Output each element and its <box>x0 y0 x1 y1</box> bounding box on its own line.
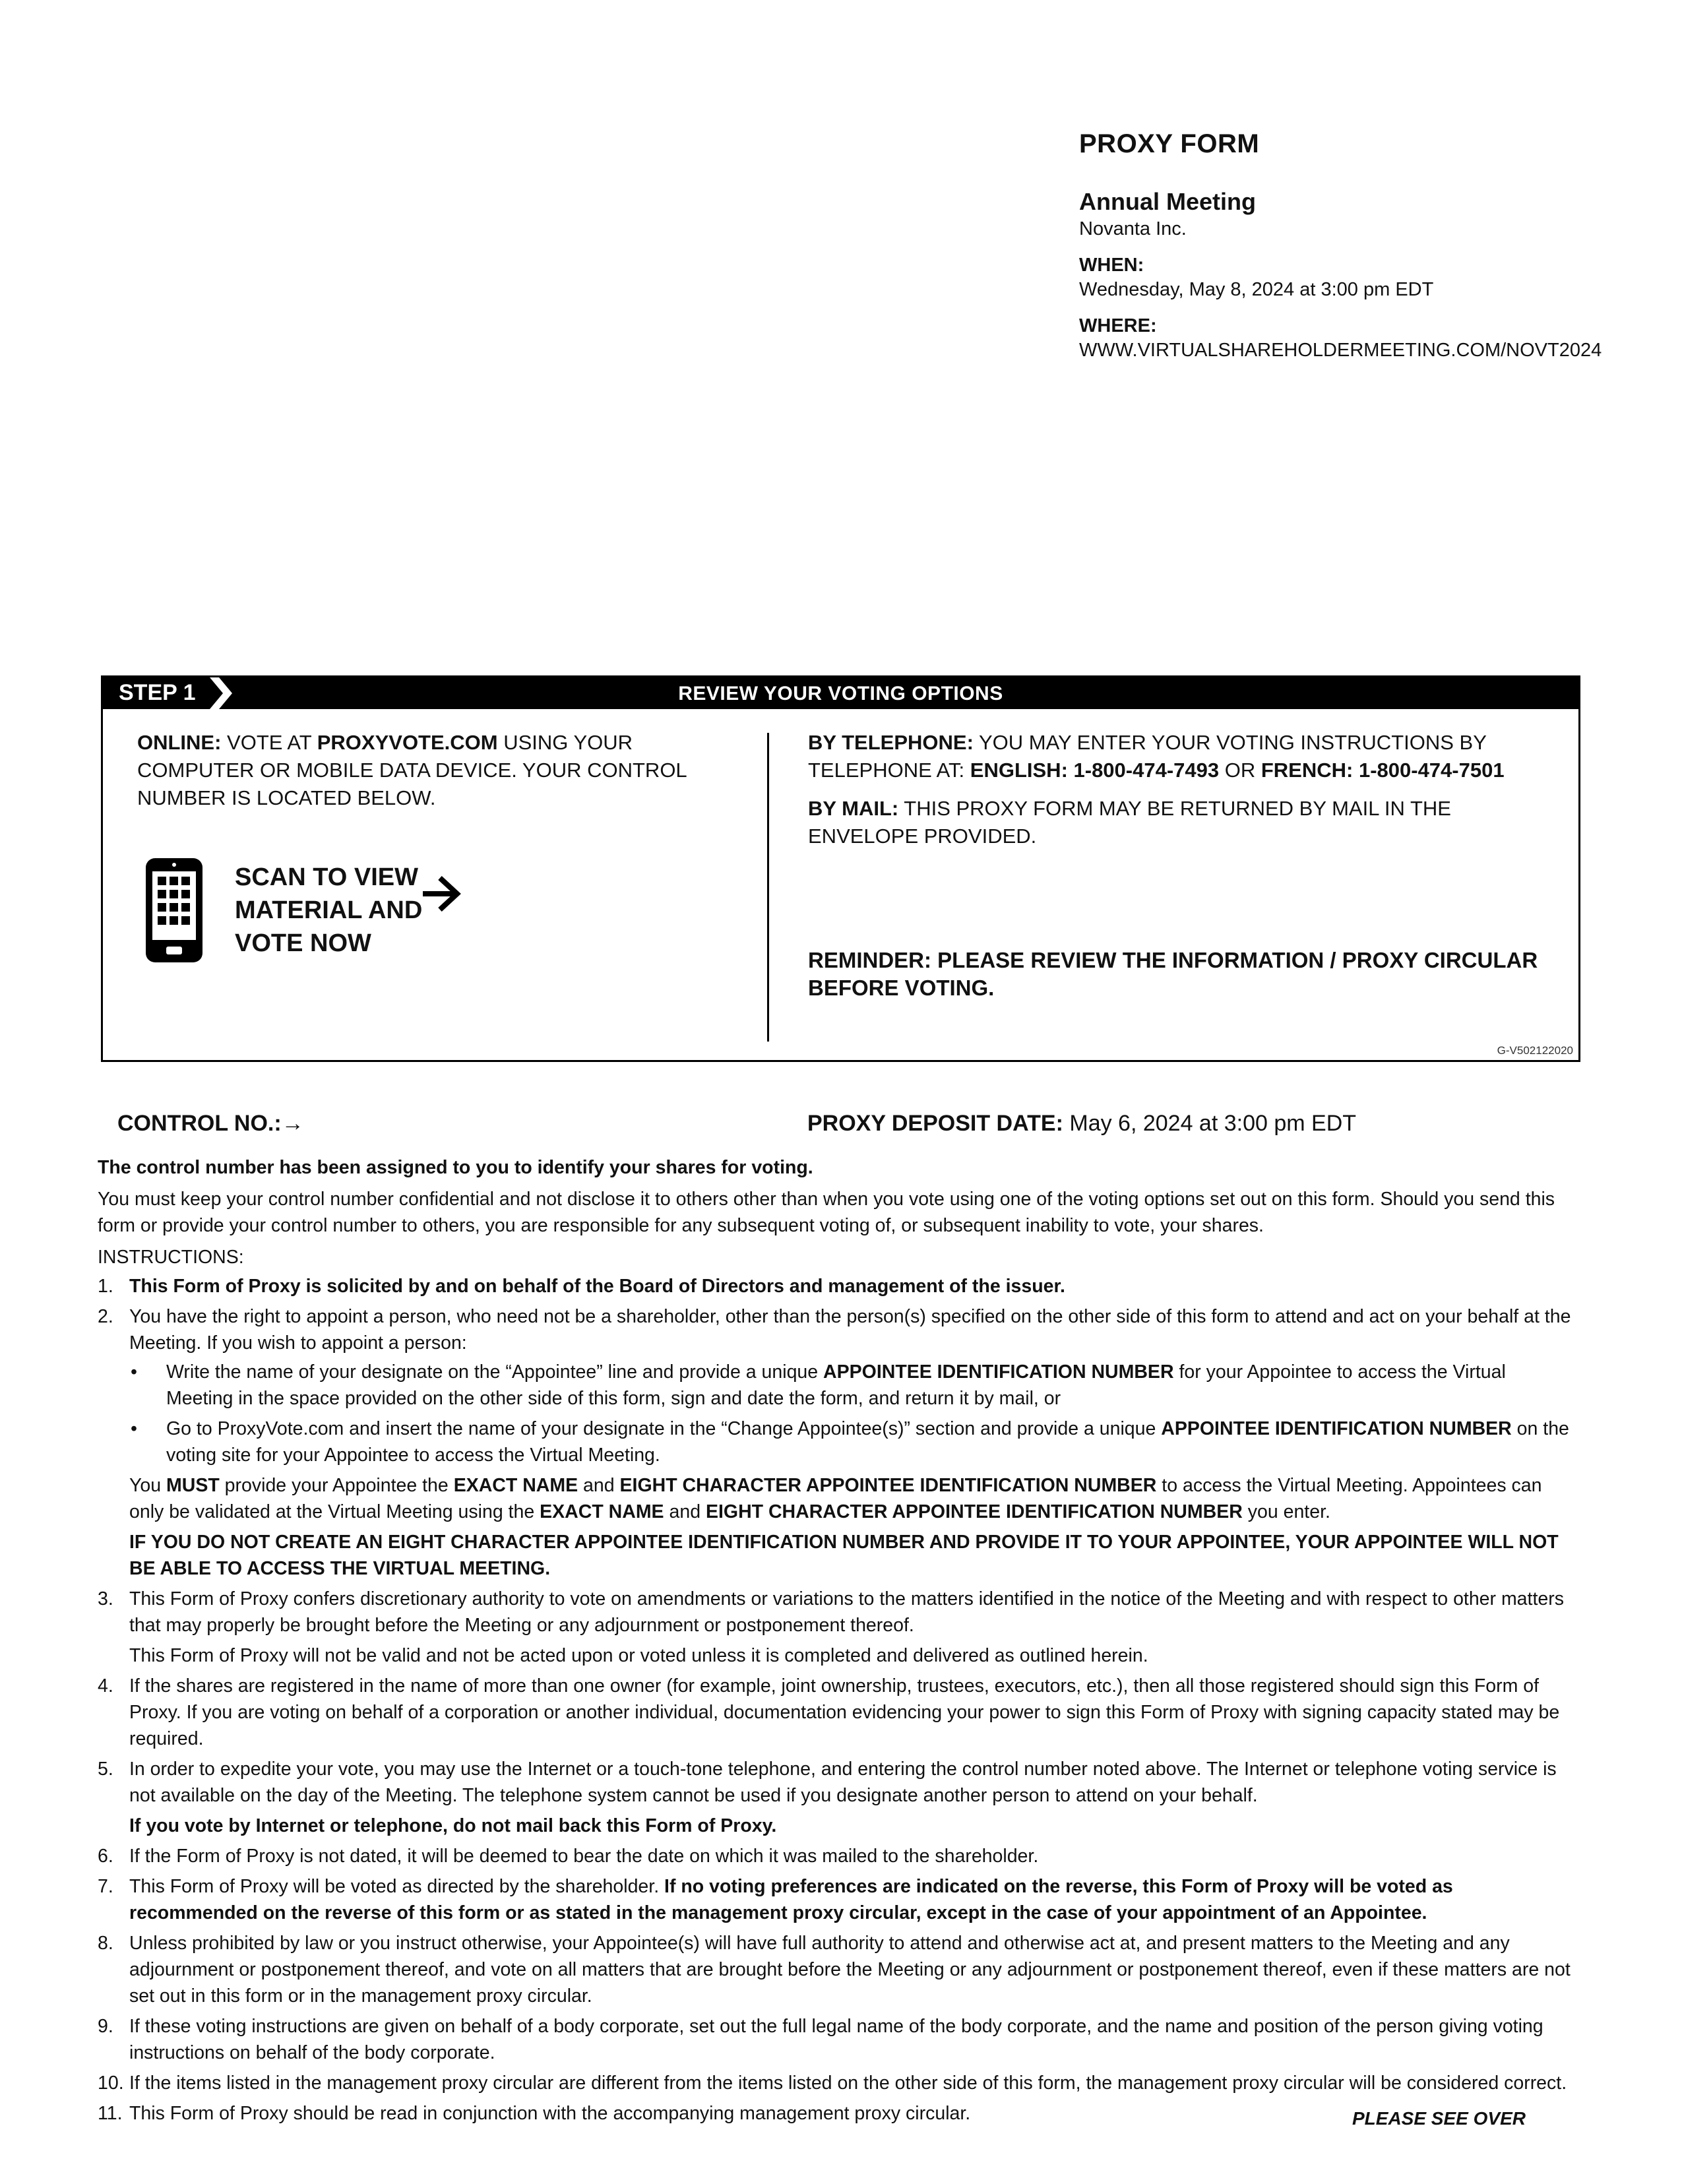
instruction-8: Unless prohibited by law or you instruct otherwise, your Appointee(s) will have full authority to attend and otherwise act at, and present matters to the Meeting and any adjournment or postponement thereof, and vote on all matters that are brought before the Meeting or any adjournment or postponement thereof, even if these matters are not set out in this form or in the management proxy circular. <box>129 1933 1571 2007</box>
bullet-item <box>129 1359 1578 1412</box>
item-number: 7. <box>98 1876 113 1897</box>
when-value: Wednesday, May 8, 2024 at 3:00 pm EDT <box>1079 279 1434 300</box>
instruction-item <box>98 2070 1578 2096</box>
must-j: EIGHT CHARACTER APPOINTEE IDENTIFICATION NUMBER <box>705 1501 1243 1522</box>
where-label: WHERE: <box>1079 315 1157 336</box>
must-d: EXACT NAME <box>453 1475 578 1496</box>
instruction-5: In order to expedite your vote, you may use the Internet or a touch-tone telephone, and entering the control number noted above. The Internet or telephone voting service is not available on the day of the Meeting. The telephone system cannot be used if you designate another person to attend on your behalf. <box>129 1759 1557 1806</box>
bullet-2-b: APPOINTEE IDENTIFICATION NUMBER <box>1161 1418 1512 1439</box>
appointee-must-text <box>129 1472 1578 1525</box>
bullet-2-a: Go to ProxyVote.com and insert the name of your designate in the “Change Appointee(s)” section and provide a unique <box>166 1418 1162 1439</box>
scan-line-2: MATERIAL AND <box>235 896 423 924</box>
step-title: REVIEW YOUR VOTING OPTIONS <box>678 683 1003 704</box>
instruction-item <box>98 2013 1578 2066</box>
mail-option <box>808 795 1553 850</box>
scan-line-3: VOTE NOW <box>235 929 371 957</box>
step-header-bar <box>103 677 1578 709</box>
bullet-1-b: APPOINTEE IDENTIFICATION NUMBER <box>823 1361 1174 1383</box>
instruction-6: If the Form of Proxy is not dated, it will be deemed to bear the date on which it was mailed to the shareholder. <box>129 1846 1039 1867</box>
appointee-warning: IF YOU DO NOT CREATE AN EIGHT CHARACTER APPOINTEE IDENTIFICATION NUMBER AND PROVIDE IT TO YOUR APPOINTEE, YOUR APPOINTEE WILL NOT BE ABLE TO ACCESS THE VIRTUAL MEETING. <box>129 1532 1559 1579</box>
form-code: G-V502122020 <box>1497 1044 1573 1057</box>
meeting-header <box>1079 129 1660 361</box>
scan-line-1: SCAN TO VIEW <box>235 863 418 891</box>
item-number: 10. <box>98 2073 124 2094</box>
control-assigned-text: The control number has been assigned to you to identify your shares for voting. <box>98 1157 813 1178</box>
item-number: 9. <box>98 2016 113 2037</box>
item-number: 3. <box>98 1588 113 1609</box>
control-number-label: CONTROL NO.:→ <box>117 1111 304 1136</box>
must-f: EIGHT CHARACTER APPOINTEE IDENTIFICATION NUMBER <box>619 1475 1157 1496</box>
scan-to-vote-text <box>235 861 422 960</box>
meeting-type: Annual Meeting <box>1079 188 1256 215</box>
instruction-2: You have the right to appoint a person, who need not be a shareholder, other than the person(s) specified on the other side of this form to attend and act on your behalf at the Meeting. If you wish to appoint a person: <box>129 1306 1571 1354</box>
must-i: and <box>664 1501 706 1522</box>
telephone-text: YOU MAY ENTER YOUR VOTING INSTRUCTIONS BY TELEPHONE AT: <box>808 731 1487 782</box>
instruction-9: If these voting instructions are given on behalf of a body corporate, set out the full legal name of the body corporate, and the name and position of the person giving voting instructions on behalf of the body corporate. <box>129 2016 1543 2063</box>
instructions-body <box>98 1154 1578 2131</box>
instruction-item <box>98 1843 1578 1869</box>
online-rest: USING YOUR COMPUTER OR MOBILE DATA DEVICE. YOUR CONTROL NUMBER IS LOCATED BELOW. <box>137 731 687 809</box>
bullet-icon: • <box>131 1361 137 1383</box>
instruction-item <box>98 1586 1578 1669</box>
bullet-1-c: for your Appointee to access the Virtual Meeting in the space provided on the other side of this form, sign and date the form, and return it by mail, or <box>166 1361 1506 1409</box>
instruction-4: If the shares are registered in the name of more than one owner (for example, joint ownership, trustees, executors, etc.), then all those registered should sign this Form of Proxy. If you are voting on behalf of a corporation or another individual, documentation evidencing your power to sign this Form of Proxy with signing capacity stated may be required. <box>129 1675 1560 1749</box>
instruction-3: This Form of Proxy confers discretionary authority to vote on amendments or variations to the matters identified in the notice of the Meeting and with respect to other matters that may properly be brought before the Meeting or any adjournment or postponement thereof. <box>129 1588 1564 1636</box>
proxyvote-link[interactable]: PROXYVOTE.COM <box>317 731 498 754</box>
instruction-5-sub: If you vote by Internet or telephone, do not mail back this Form of Proxy. <box>129 1815 777 1836</box>
instructions-label: INSTRUCTIONS: <box>98 1247 244 1268</box>
form-title: PROXY FORM <box>1079 129 1260 158</box>
online-option <box>137 729 744 812</box>
instruction-3-sub: This Form of Proxy will not be valid and not be acted upon or voted unless it is completed and delivered as outlined herein. <box>129 1645 1148 1666</box>
telephone-or: OR <box>1219 759 1261 782</box>
mail-label: BY MAIL: <box>808 797 899 820</box>
bullet-2-c: on the voting site for your Appointee to access the Virtual Meeting. <box>166 1418 1569 1466</box>
deposit-value: May 6, 2024 at 3:00 pm EDT <box>1063 1111 1357 1136</box>
item-number: 5. <box>98 1759 113 1780</box>
english-phone-number[interactable]: ENGLISH: 1-800-474-7493 <box>970 759 1220 782</box>
confidential-text: You must keep your control number confidential and not disclose it to others other than when you vote using one of the voting options set out on this form. Should you send this form or provide your control number to others, you are responsible for any subsequent voting of, or subsequent inability to vote, your shares. <box>98 1189 1555 1236</box>
right-arrow-icon <box>421 875 462 912</box>
french-phone-number[interactable]: FRENCH: 1-800-474-7501 <box>1261 759 1505 782</box>
mail-text: THIS PROXY FORM MAY BE RETURNED BY MAIL IN THE ENVELOPE PROVIDED. <box>808 797 1451 848</box>
voting-options-box <box>101 675 1580 1062</box>
deposit-label: PROXY DEPOSIT DATE: <box>807 1111 1063 1136</box>
instruction-item <box>98 1873 1578 1926</box>
telephone-option <box>808 729 1553 784</box>
proxy-deposit-date <box>807 1111 1356 1137</box>
bullet-1-a: Write the name of your designate on the “Appointee” line and provide a unique <box>166 1361 824 1383</box>
instructions-list <box>98 1273 1578 2127</box>
online-pre: VOTE AT <box>221 731 317 754</box>
instruction-11: This Form of Proxy should be read in conjunction with the accompanying management proxy circular. <box>129 2103 971 2124</box>
item-number: 4. <box>98 1675 113 1697</box>
item-number: 11. <box>98 2103 123 2124</box>
step-label: STEP 1 <box>119 680 196 705</box>
reminder-text: REMINDER: PLEASE REVIEW THE INFORMATION / PROXY CIRCULAR BEFORE VOTING. <box>808 948 1538 1000</box>
issuer-name: Novanta Inc. <box>1079 218 1187 239</box>
step-chevron-icon <box>210 677 237 709</box>
instruction-7-a: This Form of Proxy will be voted as directed by the shareholder. <box>129 1876 665 1897</box>
instruction-1: This Form of Proxy is solicited by and on behalf of the Board of Directors and management of the issuer. <box>129 1276 1065 1297</box>
telephone-label: BY TELEPHONE: <box>808 731 974 754</box>
instruction-item <box>98 1756 1578 1839</box>
instruction-item <box>98 1273 1578 1299</box>
column-divider <box>767 733 769 1042</box>
item-number: 2. <box>98 1306 113 1327</box>
please-see-over: PLEASE SEE OVER <box>1352 2108 1526 2129</box>
instruction-item <box>98 1673 1578 1752</box>
bullet-icon: • <box>131 1418 137 1439</box>
instruction-item <box>98 1303 1578 1582</box>
instruction-10: If the items listed in the management proxy circular are different from the items listed on the other side of this form, the management proxy circular will be considered correct. <box>129 2073 1567 2094</box>
must-g: to access the Virtual Meeting. Appointees can only be validated at the Virtual Meeting using the <box>129 1475 1542 1522</box>
where-value[interactable]: WWW.VIRTUALSHAREHOLDERMEETING.COM/NOVT2024 <box>1079 340 1602 361</box>
bullet-item <box>129 1416 1578 1468</box>
item-number: 1. <box>98 1276 113 1297</box>
instruction-7-b: If no voting preferences are indicated on the reverse, this Form of Proxy will be voted as recommended on the reverse of this form or as stated in the management proxy circular, except in the case of your appointment of an Appointee. <box>129 1876 1453 1923</box>
mobile-phone-icon <box>144 857 204 964</box>
when-label: WHEN: <box>1079 255 1144 276</box>
must-b: MUST <box>166 1475 220 1496</box>
must-e: and <box>578 1475 620 1496</box>
must-a: You <box>129 1475 167 1496</box>
must-h: EXACT NAME <box>540 1501 664 1522</box>
must-k: you enter. <box>1242 1501 1330 1522</box>
item-number: 8. <box>98 1933 113 1954</box>
instruction-item <box>98 1930 1578 2009</box>
must-c: provide your Appointee the <box>219 1475 454 1496</box>
item-number: 6. <box>98 1846 113 1867</box>
appointee-bullets <box>129 1359 1578 1468</box>
online-label: ONLINE: <box>137 731 222 754</box>
